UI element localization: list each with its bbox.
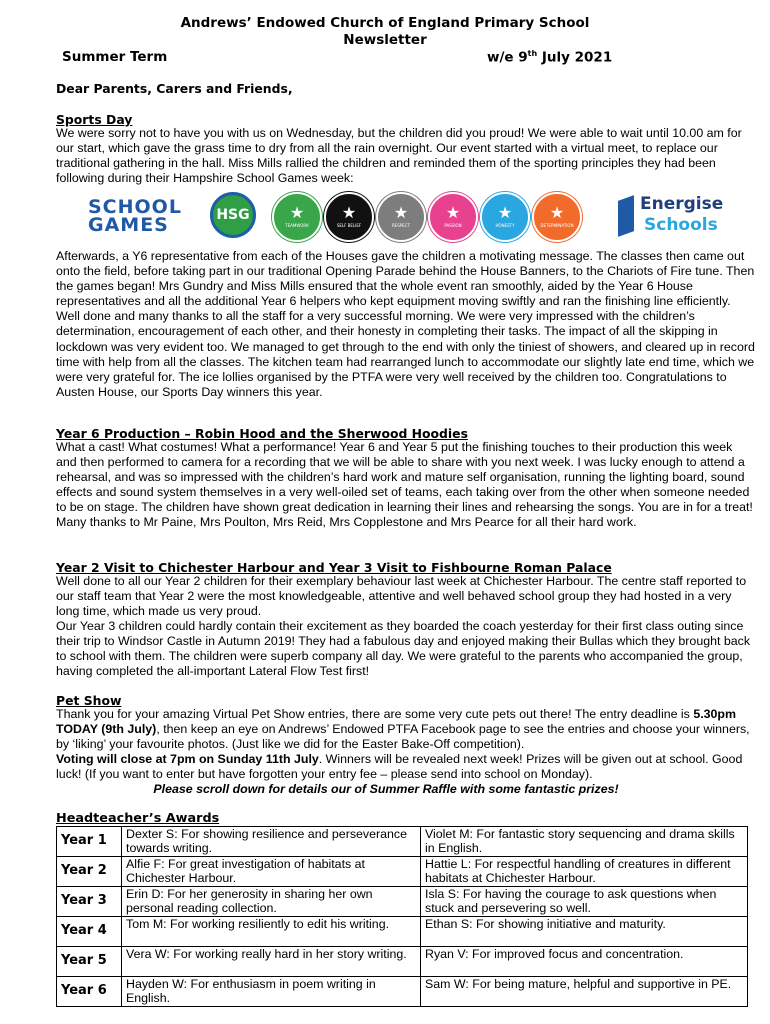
award-row — [57, 887, 748, 917]
greeting: Dear Parents, Carers and Friends, — [56, 81, 293, 96]
award-year: Year 1 — [57, 827, 122, 857]
term-label: Summer Term — [62, 49, 168, 65]
award-year: Year 2 — [57, 857, 122, 887]
award-entry-b: Violet M: For fantastic story sequencing and drama skills in English. — [421, 827, 748, 857]
award-entry-a: Vera W: For working really hard in her story writing. — [122, 947, 421, 977]
week-ending: w/e 9th July 2021 — [487, 49, 613, 66]
value-logo-5 — [532, 192, 582, 242]
sports-day-details: Afterwards, a Y6 representative from each of the Houses gave the children a motivating message. The classes then came out onto the field, before taking part in our traditional Opening Parade behind the House Banners, to the Chariots of Fire tune. Then the games began! Mrs Gundry and Miss Mills ensured that the whole event ran smoothly, aided by the Year 6 House representatives and all the additional Year 6 helpers who kept equipment moving swiftly and ran the finishing line efficiently. Well done and many thanks to all the staff for a very successful morning. We were very impressed with the children’s determination, encouragement of each other, and their honesty in completing their tasks. The impact of all the skipping in lockdown was very evident too. We managed to get through to the end with only the tiniest of showers, and cleared up in record time with help from all the classes. The kitchen team had rearranged lunch to accommodate our slightly late end time, which we were very grateful for. The ice lollies organised by the PTFA were very well received by the children too. Congratulations to Austen House, our Sports Day winners this year. — [56, 249, 755, 399]
value-logo-0 — [272, 192, 322, 242]
award-year: Year 6 — [57, 977, 122, 1007]
year3-visit-text: Our Year 3 children could hardly contain their excitement as they boarded the coach yesterday for their first class outing since their trip to Windsor Castle in Autumn 2019! They had a fabulous day and enjoyed making their Bullas which they brought back to school with them. The children were superb company all day. We were grateful to the parents who accompanied the group, having completed the all-important Lateral Flow Test first! — [56, 619, 751, 679]
award-row — [57, 977, 748, 1007]
hsg-logo: HSG — [210, 192, 256, 238]
school-name: Andrews’ Endowed Church of England Primary School — [180, 15, 590, 31]
award-row — [57, 917, 748, 947]
star-icon: ★ — [497, 205, 513, 222]
star-icon: ★ — [341, 205, 357, 222]
award-row — [57, 947, 748, 977]
award-entry-a: Dexter S: For showing resilience and perseverance towards writing. — [122, 827, 421, 857]
award-entry-a: Alfie F: For great investigation of habitats at Chichester Harbour. — [122, 857, 421, 887]
energise-bolt-icon — [618, 195, 634, 237]
sports-day-heading: Sports Day — [56, 112, 133, 127]
year2-visit-text: Well done to all our Year 2 children for their exemplary behaviour last week at Chichester Harbour. The centre staff reported to our staff team that Year 2 were the most knowledgeable, attentive and well behaved school group they had hosted in a very long time, which made us very proud. — [56, 574, 747, 619]
award-entry-b: Sam W: For being mature, helpful and supportive in PE. — [421, 977, 748, 1007]
star-icon: ★ — [549, 205, 565, 222]
award-year: Year 3 — [57, 887, 122, 917]
award-row — [57, 827, 748, 857]
award-entry-b: Ryan V: For improved focus and concentration. — [421, 947, 748, 977]
value-logo-4 — [480, 192, 530, 242]
star-icon: ★ — [445, 205, 461, 222]
award-entry-a: Erin D: For her generosity in sharing her own personal reading collection. — [122, 887, 421, 917]
value-logo-label: SELF BELIEF — [336, 223, 362, 228]
star-icon: ★ — [289, 205, 305, 222]
award-entry-a: Hayden W: For enthusiasm in poem writing in English. — [122, 977, 421, 1007]
award-year: Year 4 — [57, 917, 122, 947]
value-logo-label: TEAMWORK — [285, 223, 309, 228]
award-entry-b: Isla S: For having the courage to ask questions when stuck and persevering so well. — [421, 887, 748, 917]
value-logo-label: RESPECT — [391, 223, 411, 228]
production-text: What a cast! What costumes! What a performance! Year 6 and Year 5 put the finishing touches to their production this week and then performed to camera for a recording that we will be able to share with you next week. I was lucky enough to attend a rehearsal, and was so impressed with the children’s hard work and mature self organisation, running the lighting board, sound effects and sound system themselves in a very well-oiled set of teams, each taking over from the other when someone needed to be on stage. The children have shown great dedication in learning their lines and rehearsing the songs. You are in for a treat! Many thanks to Mr Paine, Mrs Poulton, Mrs Reid, Mrs Copplestone and Mrs Pearce for all their hard work. — [56, 440, 753, 530]
newsletter-title: Newsletter — [343, 32, 427, 48]
pet-show-heading: Pet Show — [56, 693, 122, 708]
award-entry-a: Tom M: For working resiliently to edit his writing. — [122, 917, 421, 947]
value-logo-label: HONESTY — [495, 223, 515, 228]
award-entry-b: Ethan S: For showing initiative and maturity. — [421, 917, 748, 947]
value-logo-1 — [324, 192, 374, 242]
school-games-banner: SCHOOL GAMES HSG ★ TEAMWORK ★ SELF BELIEF ★ RESPECT ★ PASSION ★ HONESTY ★ DETERMINATION Energise Schools — [82, 186, 734, 248]
value-logo-3 — [428, 192, 478, 242]
star-icon: ★ — [393, 205, 409, 222]
school-games-logo: SCHOOL GAMES — [88, 196, 182, 236]
awards-table — [56, 826, 748, 1007]
production-heading: Year 6 Production – Robin Hood and the Sherwood Hoodies — [56, 426, 468, 441]
pet-show-voting: Voting will close at 7pm on Sunday 11th July. Winners will be revealed next week! Prizes will be given out at school. Good luck! (If you want to enter but have forgotten your entry fee – please send into school on Monday). — [56, 752, 743, 782]
value-logo-label: DETERMINATION — [540, 223, 574, 228]
visits-heading: Year 2 Visit to Chichester Harbour and Year 3 Visit to Fishbourne Roman Palace — [56, 560, 612, 575]
sports-day-intro: We were sorry not to have you with us on Wednesday, but the children did you proud! We were able to wait until 10.00 am for our start, which gave the grass time to dry from all the rain overnight. Our event started with a virtual meet, to replace our traditional gathering in the hall. Miss Mills rallied the children and reminded them of the sporting principles they had been following during their Hampshire School Games week: — [56, 126, 742, 186]
award-row — [57, 857, 748, 887]
value-logo-label: PASSION — [444, 223, 462, 228]
awards-heading: Headteacher’s Awards — [56, 811, 220, 826]
award-year: Year 5 — [57, 947, 122, 977]
award-entry-b: Hattie L: For respectful handling of creatures in different habitats at Chichester Harbour. — [421, 857, 748, 887]
raffle-note: Please scroll down for details our of Summer Raffle with some fantastic prizes! — [153, 782, 619, 796]
value-logo-2 — [376, 192, 426, 242]
pet-show-entries: Thank you for your amazing Virtual Pet Show entries, there are some very cute pets out there! The entry deadline is 5.30pm TODAY (9th July), then keep an eye on Andrews’ Endowed PTFA Facebook page to see the entries and choose your winners, by ‘liking’ your favourite photos. (Just like we did for the Easter Bake-Off competition). — [56, 707, 750, 752]
